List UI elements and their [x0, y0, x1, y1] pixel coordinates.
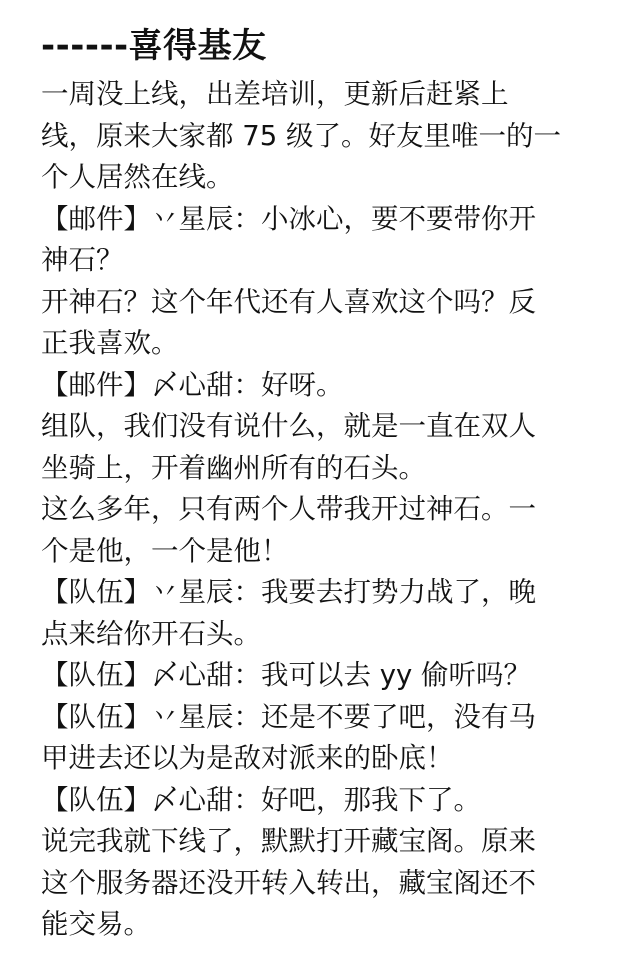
text-line: 【队伍】丷星辰：还是不要了吧，没有马 [41, 700, 536, 733]
text-line: 这么多年，只有两个人带我开过神石。一 [41, 493, 536, 525]
text-line: 组队，我们没有说什么，就是一直在双人 [41, 410, 536, 442]
text-line: 点来给你开石头。 [41, 617, 261, 650]
text-line: 一周没上线，出差培训，更新后赶紧上 [41, 78, 509, 110]
text-line: 神石？ [41, 244, 124, 276]
text-line: 【队伍】丷星辰：我要去打势力战了，晚 [41, 576, 536, 608]
text-line: 【队伍】〆心甜：好吧，那我下了。 [41, 783, 481, 816]
text-line: 【队伍】〆心甜：我可以去 yy 偷听吗？ [41, 659, 532, 691]
text-line: 说完我就下线了，默默打开藏宝阁。原来 [41, 825, 536, 857]
text-line: 【邮件】〆心甜：好呀。 [41, 368, 344, 401]
document-title: ------喜得基友 [41, 26, 267, 66]
text-line: 正我喜欢。 [41, 327, 179, 359]
text-line: 【邮件】丷星辰：小冰心，要不要带你开 [41, 202, 536, 235]
text-line: 线，原来大家都 75 级了。好友里唯一的一 [41, 119, 561, 152]
text-line: 个是他，一个是他！ [41, 534, 289, 567]
text-line: 个人居然在线。 [41, 161, 234, 193]
text-line: 坐骑上，开着幽州所有的石头。 [41, 451, 426, 484]
text-line: 开神石？这个年代还有人喜欢这个吗？反 [41, 285, 536, 318]
text-line: 甲进去还以为是敌对派来的卧底！ [41, 742, 454, 774]
text-line: 能交易。 [41, 908, 151, 940]
text-line: 这个服务器还没开转入转出，藏宝阁还不 [41, 866, 536, 899]
